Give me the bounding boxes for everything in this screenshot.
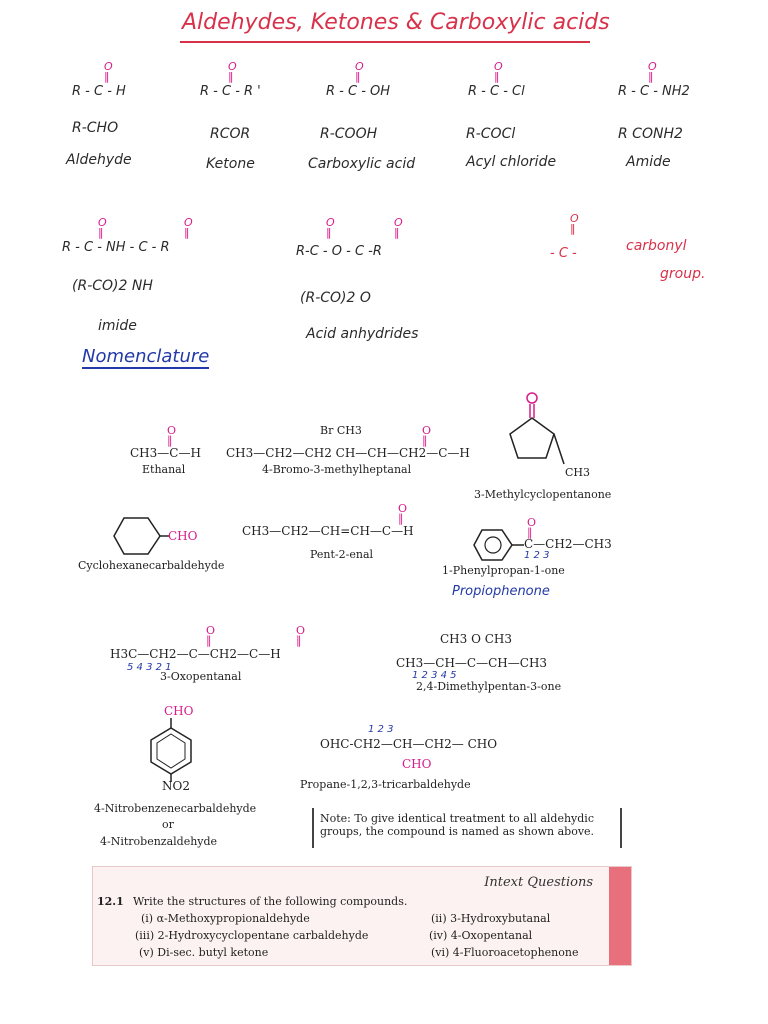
- nitro-cho: CHO: [164, 704, 194, 718]
- acyl-chloride-structure: R - C - Cl: [468, 84, 525, 99]
- bromo-structure: CH3—CH2—CH2 CH—CH—CH2—C—H: [226, 446, 470, 460]
- question-prompt: Write the structures of the following compounds.: [133, 895, 408, 908]
- amide-structure: R - C - NH2: [618, 84, 690, 99]
- mcp-name: 3-Methylcyclopentanone: [474, 488, 612, 501]
- amide-formula: R CONH2: [618, 126, 683, 142]
- aldehyde-structure: R - C - H: [72, 84, 126, 99]
- oxo-oxygen-1: O ‖: [206, 624, 216, 647]
- mcp-methyl: CH3: [565, 466, 591, 479]
- question-item: (vi) 4-Fluoroacetophenone: [431, 946, 579, 959]
- anhydride-name: Acid anhydrides: [306, 326, 419, 342]
- intext-side-bar: [609, 867, 631, 965]
- bromo-name: 4-Bromo-3-methylheptanal: [262, 463, 412, 476]
- nitro-no2: NO2: [162, 779, 190, 793]
- cyclohexane-ring: [112, 516, 172, 558]
- anhydride-structure: R-C - O - C -R: [296, 244, 382, 259]
- carboxylic-formula: R-COOH: [320, 126, 378, 142]
- ethanal-oxygen: O ‖: [167, 424, 177, 447]
- imide-name: imide: [98, 318, 137, 334]
- carbonyl-label-2: group.: [660, 266, 706, 282]
- tri-numbering: 1 2 3: [368, 724, 394, 735]
- dimethyl-top: CH3 O CH3: [440, 632, 513, 646]
- carbonyl-oxygen: O ‖: [355, 60, 364, 83]
- dimethyl-structure: CH3—CH—C—CH—CH3: [396, 656, 548, 670]
- carbonyl-structure: - C -: [550, 246, 577, 261]
- pent-structure: CH3—CH2—CH=CH—C—H: [242, 524, 414, 538]
- phenyl-oxygen: O ‖: [527, 516, 537, 539]
- page-title: Aldehydes, Ketones & Carboxylic acids: [182, 10, 610, 35]
- carbonyl-oxygen: O ‖: [570, 212, 579, 235]
- question-number: 12.1: [97, 895, 124, 908]
- pent-oxygen: O ‖: [398, 502, 408, 525]
- nitro-name-2: 4-Nitrobenzaldehyde: [100, 835, 218, 848]
- oxo-structure: H3C—CH2—C—CH2—C—H: [110, 647, 281, 661]
- cyclo-cho: CHO: [168, 529, 198, 543]
- carboxylic-structure: R - C - OH: [326, 84, 391, 99]
- carbonyl-oxygen: O ‖: [394, 216, 403, 239]
- tri-name: Propane-1,2,3-tricarbaldehyde: [300, 778, 471, 791]
- anhydride-formula: (R-CO)2 O: [300, 290, 371, 306]
- imide-structure: R - C - NH - C - R: [62, 240, 170, 255]
- cyclo-name: Cyclohexanecarbaldehyde: [78, 559, 225, 572]
- pent-name: Pent-2-enal: [310, 548, 374, 561]
- cyclopentanone-ring: [500, 388, 580, 478]
- nitro-or: or: [162, 818, 174, 831]
- question-item: (iii) 2-Hydroxycyclopentane carbaldehyde: [135, 929, 369, 942]
- tri-structure: OHC-CH2—CH—CH2— CHO: [320, 737, 498, 751]
- bromo-substituents: Br CH3: [320, 424, 362, 437]
- carbonyl-oxygen: O ‖: [104, 60, 113, 83]
- question-item: (i) α-Methoxypropionaldehyde: [141, 912, 310, 925]
- ketone-structure: R - C - R ': [200, 84, 261, 99]
- carbonyl-oxygen: O ‖: [228, 60, 237, 83]
- propiophenone-label: Propiophenone: [452, 584, 550, 599]
- carbonyl-oxygen: O ‖: [494, 60, 503, 83]
- acyl-chloride-formula: R-COCl: [466, 126, 516, 142]
- carbonyl-oxygen: O ‖: [326, 216, 335, 239]
- ketone-name: Ketone: [206, 156, 255, 172]
- ethanal-name: Ethanal: [142, 463, 186, 476]
- phenyl-name: 1-Phenylpropan-1-one: [442, 564, 565, 577]
- nitro-name-1: 4-Nitrobenzenecarbaldehyde: [94, 802, 257, 815]
- phenyl-numbering: 1 2 3: [524, 550, 550, 561]
- imide-formula: (R-CO)2 NH: [72, 278, 153, 294]
- ethanal-structure: CH3—C—H: [130, 446, 201, 460]
- nitro-benzene-ring: [146, 718, 196, 782]
- ketone-formula: RCOR: [210, 126, 251, 142]
- question-item: (iv) 4-Oxopentanal: [429, 929, 533, 942]
- phenyl-structure: C—CH2—CH3: [524, 537, 612, 551]
- nomenclature-heading: Nomenclature: [82, 346, 210, 367]
- benzene-ring: [472, 528, 526, 562]
- question-item: (v) Di-sec. butyl ketone: [139, 946, 269, 959]
- tri-cho: CHO: [402, 757, 432, 771]
- dimethyl-name: 2,4-Dimethylpentan-3-one: [416, 680, 562, 693]
- carbonyl-oxygen: O ‖: [184, 216, 193, 239]
- intext-questions-box: [92, 866, 632, 966]
- carbonyl-oxygen: O ‖: [648, 60, 657, 83]
- aldehyde-formula: R-CHO: [72, 120, 119, 136]
- note-box: Note: To give identical treatment to all aldehydic groups, the compound is named as shown above.: [312, 808, 622, 848]
- acyl-chloride-name: Acyl chloride: [466, 154, 557, 170]
- carbonyl-label: carbonyl: [626, 238, 687, 254]
- dimethyl-numbering: 1 2 3 4 5: [412, 670, 457, 681]
- carbonyl-oxygen: O ‖: [98, 216, 107, 239]
- oxo-name: 3-Oxopentanal: [160, 670, 242, 683]
- oxo-numbering: 5 4 3 2 1: [127, 662, 172, 673]
- carboxylic-name: Carboxylic acid: [308, 156, 416, 172]
- question-item: (ii) 3-Hydroxybutanal: [431, 912, 551, 925]
- title-underline: [180, 41, 590, 43]
- intext-title: Intext Questions: [484, 875, 593, 890]
- bromo-oxygen: O ‖: [422, 424, 432, 447]
- amide-name: Amide: [626, 154, 671, 170]
- aldehyde-name: Aldehyde: [66, 152, 132, 168]
- oxo-oxygen-2: O ‖: [296, 624, 306, 647]
